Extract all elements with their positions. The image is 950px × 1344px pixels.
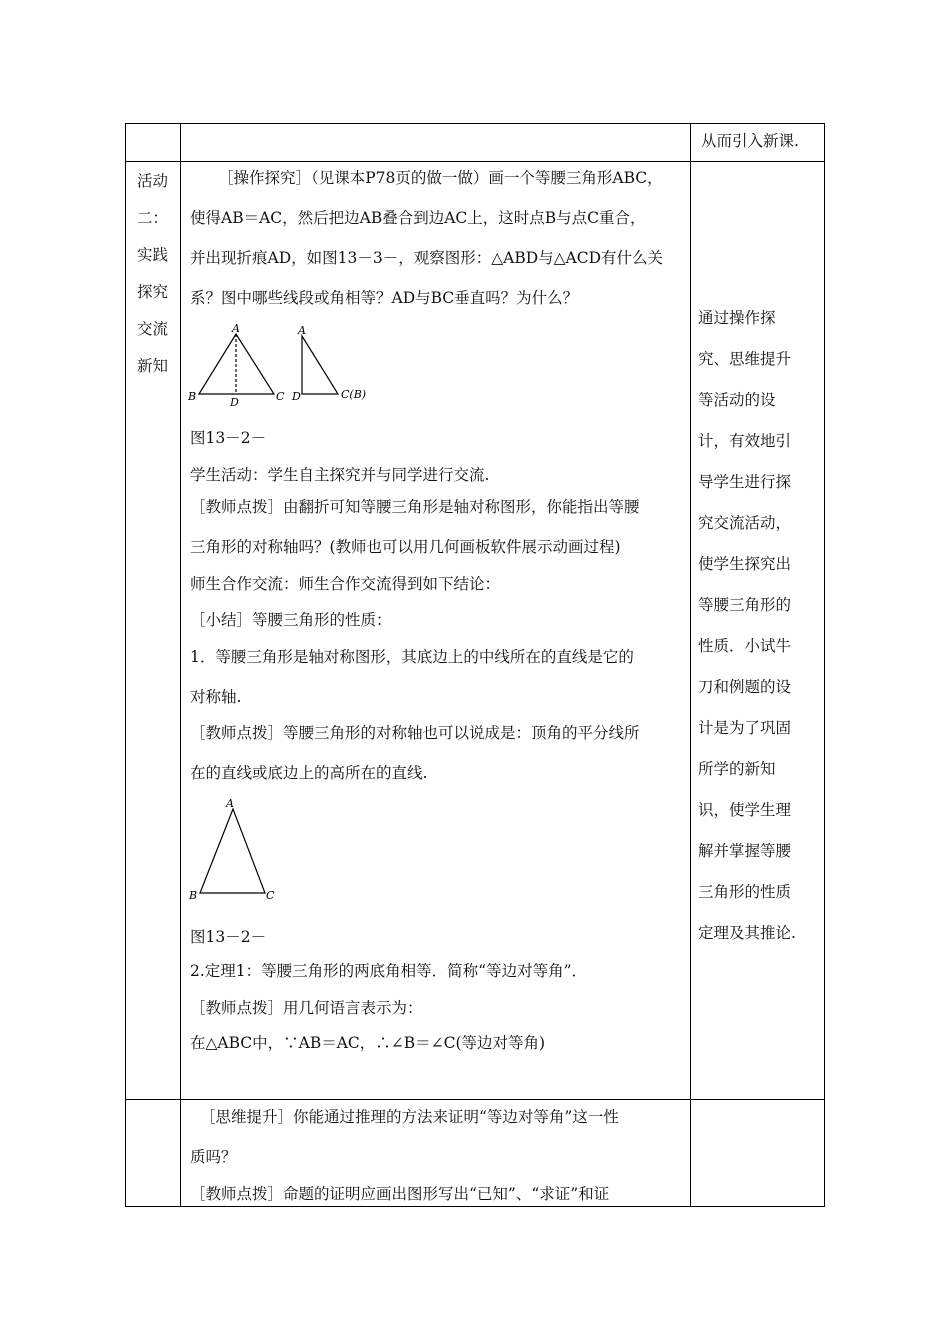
triangle-abc-outline xyxy=(200,809,265,893)
label-a: A xyxy=(232,322,240,335)
label-d: D xyxy=(292,390,301,403)
design-note-line: 等活动的设 xyxy=(698,391,776,409)
label-b: B xyxy=(188,390,197,403)
table-bottom-border xyxy=(125,1206,825,1207)
label-c-b: C(B) xyxy=(341,388,367,401)
figure-isosceles-triangle xyxy=(186,795,296,910)
activity-label xyxy=(137,163,177,385)
design-note-line: 三角形的性质 xyxy=(698,883,792,901)
label-d: D xyxy=(230,396,239,409)
activity-label-line: 实践 xyxy=(137,246,169,264)
design-note-line: 识，使学生理 xyxy=(698,801,792,819)
design-note-line: 究、思维提升 xyxy=(698,350,792,368)
content-line: ［教师点拨］由翻折可知等腰三角形是轴对称图形，你能指出等腰 xyxy=(190,498,640,516)
content-line: 在的直线或底边上的高所在的直线. xyxy=(190,764,428,782)
content-line: ［教师点拨］用几何语言表示为： xyxy=(190,999,423,1017)
content-line: 质吗？ xyxy=(190,1148,237,1166)
content-line: 并出现折痕AD，如图13－3－，观察图形：△ABD与△ACD有什么关 xyxy=(190,249,664,267)
label-a: A xyxy=(298,324,306,337)
design-note-line: 等腰三角形的 xyxy=(698,596,792,614)
activity-label-line: 活动 xyxy=(137,172,169,190)
design-note-line: 究交流活动， xyxy=(698,514,792,532)
content-line: 对称轴. xyxy=(190,688,242,706)
table-left-border xyxy=(125,123,126,1207)
table-right-border xyxy=(824,123,825,1207)
design-note-line: 计是为了巩固 xyxy=(698,719,792,737)
label-c: C xyxy=(266,889,275,902)
design-note-line: 定理及其推论. xyxy=(698,924,796,942)
design-note-line: 刀和例题的设 xyxy=(698,678,792,696)
content-line: 2.定理1：等腰三角形的两底角相等．简称“等边对等角”． xyxy=(190,962,587,980)
content-line: 学生活动：学生自主探究并与同学进行交流. xyxy=(190,466,490,484)
design-note-line: 使学生探究出 xyxy=(698,555,792,573)
label-b: B xyxy=(189,889,198,902)
design-note-line: 性质．小试牛 xyxy=(698,637,792,655)
content-line: ［教师点拨］命题的证明应画出图形写出“已知”、“求证”和证 xyxy=(190,1185,610,1203)
figure-caption: 图13－2－ xyxy=(190,429,267,447)
figure-folded-triangle xyxy=(186,322,386,410)
label-c: C xyxy=(276,390,285,403)
design-note-line: 计，有效地引 xyxy=(698,432,792,450)
design-note xyxy=(698,298,813,954)
label-a: A xyxy=(226,797,234,810)
design-note-line: 解并掌握等腰 xyxy=(698,842,792,860)
design-note-line: 所学的新知 xyxy=(698,760,776,778)
activity-label-line: 二： xyxy=(137,209,169,227)
content-line: 使得AB＝AC，然后把边AB叠合到边AC上，这时点B与点C重合， xyxy=(190,209,646,227)
content-line: ［教师点拨］等腰三角形的对称轴也可以说成是：顶角的平分线所 xyxy=(190,724,640,742)
content-line: 1．等腰三角形是轴对称图形，其底边上的中线所在的直线是它的 xyxy=(190,648,634,666)
content-line: ［操作探究］（见课本P78页的做一做）画一个等腰三角形ABC， xyxy=(218,169,663,187)
column-divider-1 xyxy=(180,123,181,1207)
content-line: ［思维提升］你能通过推理的方法来证明“等边对等角”这一性 xyxy=(200,1108,619,1126)
content-line: 三角形的对称轴吗？(教师也可以用几何画板软件展示动画过程) xyxy=(190,538,621,556)
design-note-line: 通过操作探 xyxy=(698,309,776,327)
triangle-adc-outline xyxy=(302,336,338,394)
content-line: 在△ABC中，∵AB＝AC，∴∠B＝∠C(等边对等角) xyxy=(190,1034,546,1052)
table-top-border xyxy=(125,123,825,124)
figure-caption: 图13－2－ xyxy=(190,928,267,946)
column-divider-2 xyxy=(690,123,691,1207)
intro-note: 从而引入新课. xyxy=(701,132,799,150)
activity-label-line: 交流 xyxy=(137,320,169,338)
activity-label-line: 新知 xyxy=(137,357,169,375)
row-divider-1 xyxy=(125,161,825,162)
content-line: ［小结］等腰三角形的性质： xyxy=(190,611,392,629)
activity-label-line: 探究 xyxy=(137,283,169,301)
row-divider-2 xyxy=(125,1099,825,1100)
content-line: 师生合作交流：师生合作交流得到如下结论： xyxy=(190,575,501,593)
content-line: 系？图中哪些线段或角相等？AD与BC垂直吗？为什么？ xyxy=(190,289,579,307)
design-note-line: 导学生进行探 xyxy=(698,473,792,491)
